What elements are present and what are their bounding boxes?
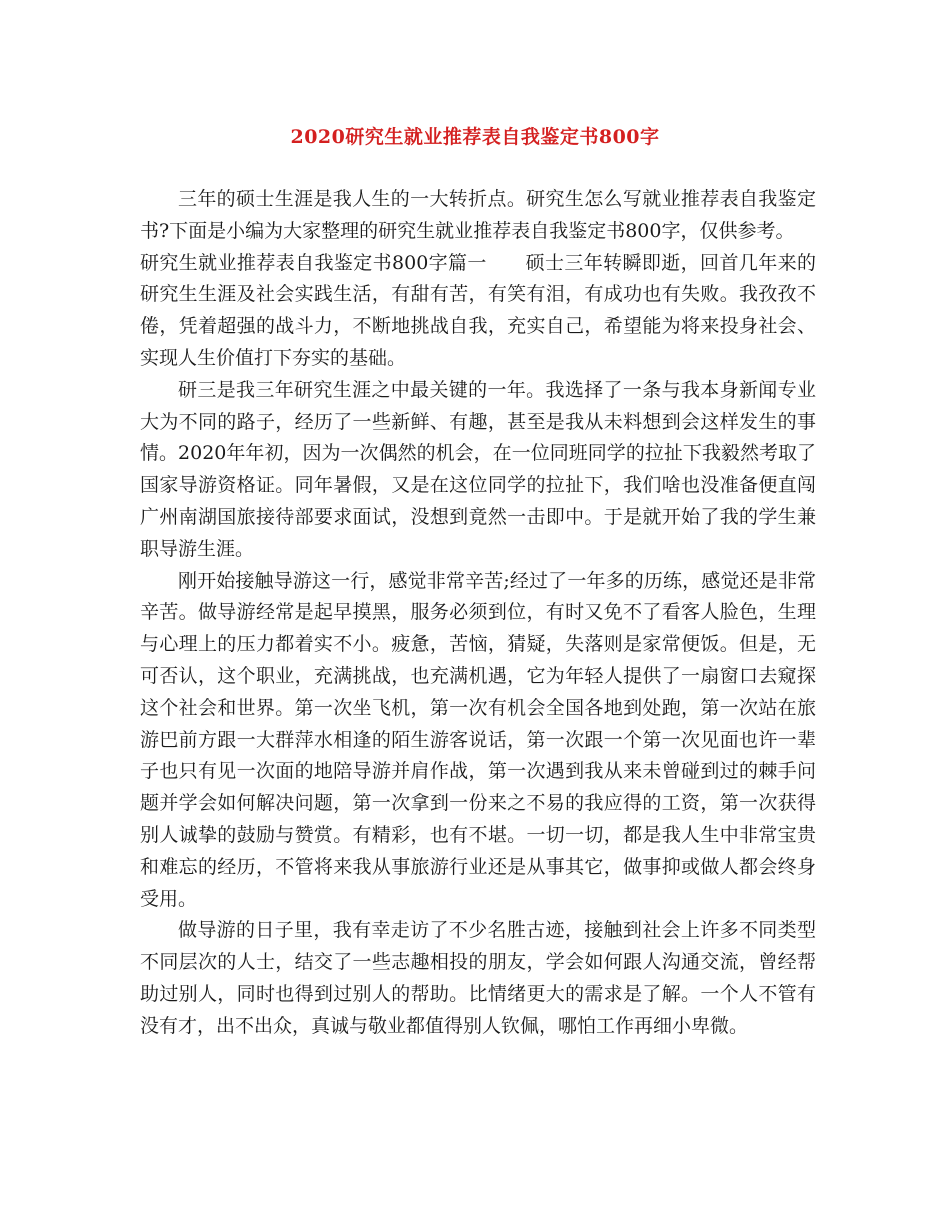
document-body [140, 184, 816, 1043]
paragraph-4: 刚开始接触导游这一行，感觉非常辛苦;经过了一年多的历练，感觉还是非常辛苦。做导游经常是起早摸黑，服务必须到位，有时又免不了看客人脸色，生理与心理上的压力都着实不小。疲惫，苦恼，猜疑，失落则是家常便饭。但是，无可否认，这个职业，充满挑战，也充满机遇，它为年轻人提供了一扇窗口去窥探这个社会和世界。第一次坐飞机，第一次有机会全国各地到处跑，第一次站在旅游巴前方跟一大群萍水相逢的陌生游客说话，第一次跟一个第一次见面也许一辈子也只有见一次面的地陪导游并肩作战，第一次遇到我从来未曾碰到过的棘手问题并学会如何解决问题，第一次拿到一份来之不易的我应得的工资，第一次获得别人诚挚的鼓励与赞赏。有精彩，也有不堪。一切一切，都是我人生中非常宝贵和难忘的经历，不管将来我从事旅游行业还是从事其它，做事抑或做人都会终身受用。 [140, 569, 816, 910]
document-title: 2020研究生就业推荐表自我鉴定书800字 [290, 126, 660, 148]
paragraph-1: 三年的硕士生涯是我人生的一大转折点。研究生怎么写就业推荐表自我鉴定书?下面是小编为大家整理的研究生就业推荐表自我鉴定书800字，仅供参考。 [140, 188, 816, 242]
paragraph-2: 研究生就业推荐表自我鉴定书800字篇一 硕士三年转瞬即逝，回首几年来的研究生生涯及社会实践生活，有甜有苦，有笑有泪，有成功也有失败。我孜孜不倦，凭着超强的战斗力，不断地挑战自我，充实自己，希望能为将来投身社会、实现人生价值打下夯实的基础。 [140, 251, 816, 369]
paragraph-5: 做导游的日子里，我有幸走访了不少名胜古迹，接触到社会上许多不同类型不同层次的人士，结交了一些志趣相投的朋友，学会如何跟人沟通交流，曾经帮助过别人，同时也得到过别人的帮助。比情绪更大的需求是了解。一个人不管有没有才，出不出众，真诚与敬业都值得别人钦佩，哪怕工作再细小卑微。 [140, 919, 816, 1037]
paragraph-3: 研三是我三年研究生涯之中最关键的一年。我选择了一条与我本身新闻专业大为不同的路子，经历了一些新鲜、有趣，甚至是我从未料想到会这样发生的事情。2020年年初，因为一次偶然的机会，在一位同班同学的拉扯下我毅然考取了国家导游资格证。同年暑假，又是在这位同学的拉扯下，我们啥也没准备便直闯广州南湖国旅接待部要求面试，没想到竟然一击即中。于是就开始了我的学生兼职导游生涯。 [140, 378, 816, 560]
